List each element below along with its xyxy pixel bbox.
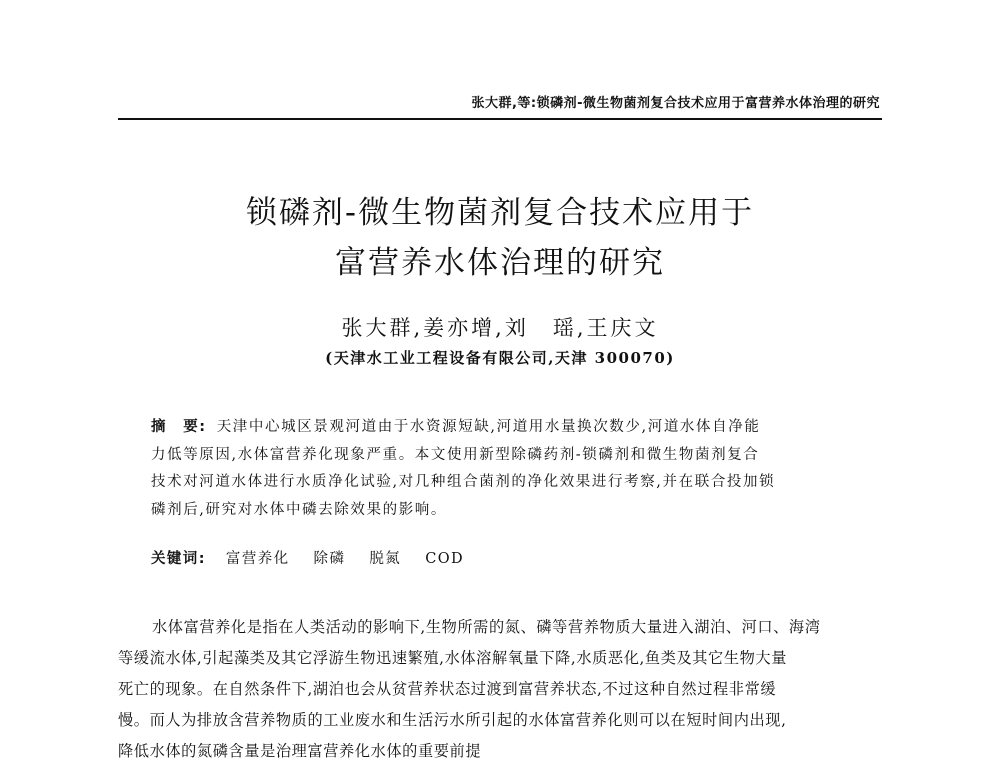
paper-title (0, 188, 1000, 288)
keywords (151, 547, 482, 568)
abstract (151, 414, 851, 524)
keyword: 除磷 (313, 551, 346, 567)
abstract-line: 技术对河道水体进行水质净化试验,对几种组合菌剂的净化效果进行考察,并在联合投加锁 (151, 474, 776, 490)
abstract-label: 摘 要: (151, 419, 207, 435)
keywords-label: 关键词: (151, 551, 206, 567)
abstract-line (151, 414, 851, 442)
body-line: 水体富营养化是指在人类活动的影响下,生物所需的氮、磷等营养物质大量进入湖泊、河口、海湾 (152, 618, 821, 636)
keyword: 富营养化 (225, 551, 290, 567)
affiliation: (天津水工业工程设备有限公司,天津 300070) (325, 349, 675, 367)
abstract-line: 力低等原因,水体富营养化现象严重。本文使用新型除磷药剂-锁磷剂和微生物菌剂复合 (151, 446, 760, 463)
body-line: 死亡的现象。在自然条件下,湖泊也会从贫营养状态过渡到富营养状态,不过这种自然过程非常缓 (118, 680, 777, 698)
title-line-2: 富营养水体治理的研究 (335, 245, 665, 281)
author-list: 张大群,姜亦增,刘 瑶,王庆文 (341, 316, 659, 340)
running-header: 张大群,等:锁磷剂-微生物菌剂复合技术应用于富营养水体治理的研究 (471, 96, 880, 111)
body-paragraph (118, 612, 888, 760)
abstract-text: 天津中心城区景观河道由于水资源短缺,河道用水量换次数少,河道水体自净能 (216, 419, 761, 435)
body-line: 等缓流水体,引起藻类及其它浮游生物迅速繁殖,水体溶解氧量下降,水质恶化,鱼类及其它生物大量 (118, 649, 787, 667)
title-line-1: 锁磷剂-微生物菌剂复合技术应用于 (245, 195, 755, 231)
body-line: 降低水体的氮磷含量是治理富营养化水体的重要前提 (118, 742, 482, 760)
body-line: 慢。而人为排放含营养物质的工业废水和生活污水所引起的水体富营养化则可以在短时间内出现, (118, 711, 787, 729)
keyword: COD (425, 551, 465, 567)
keyword: 脱氮 (369, 551, 402, 567)
header-rule (118, 118, 882, 120)
abstract-line: 磷剂后,研究对水体中磷去除效果的影响。 (151, 501, 448, 518)
